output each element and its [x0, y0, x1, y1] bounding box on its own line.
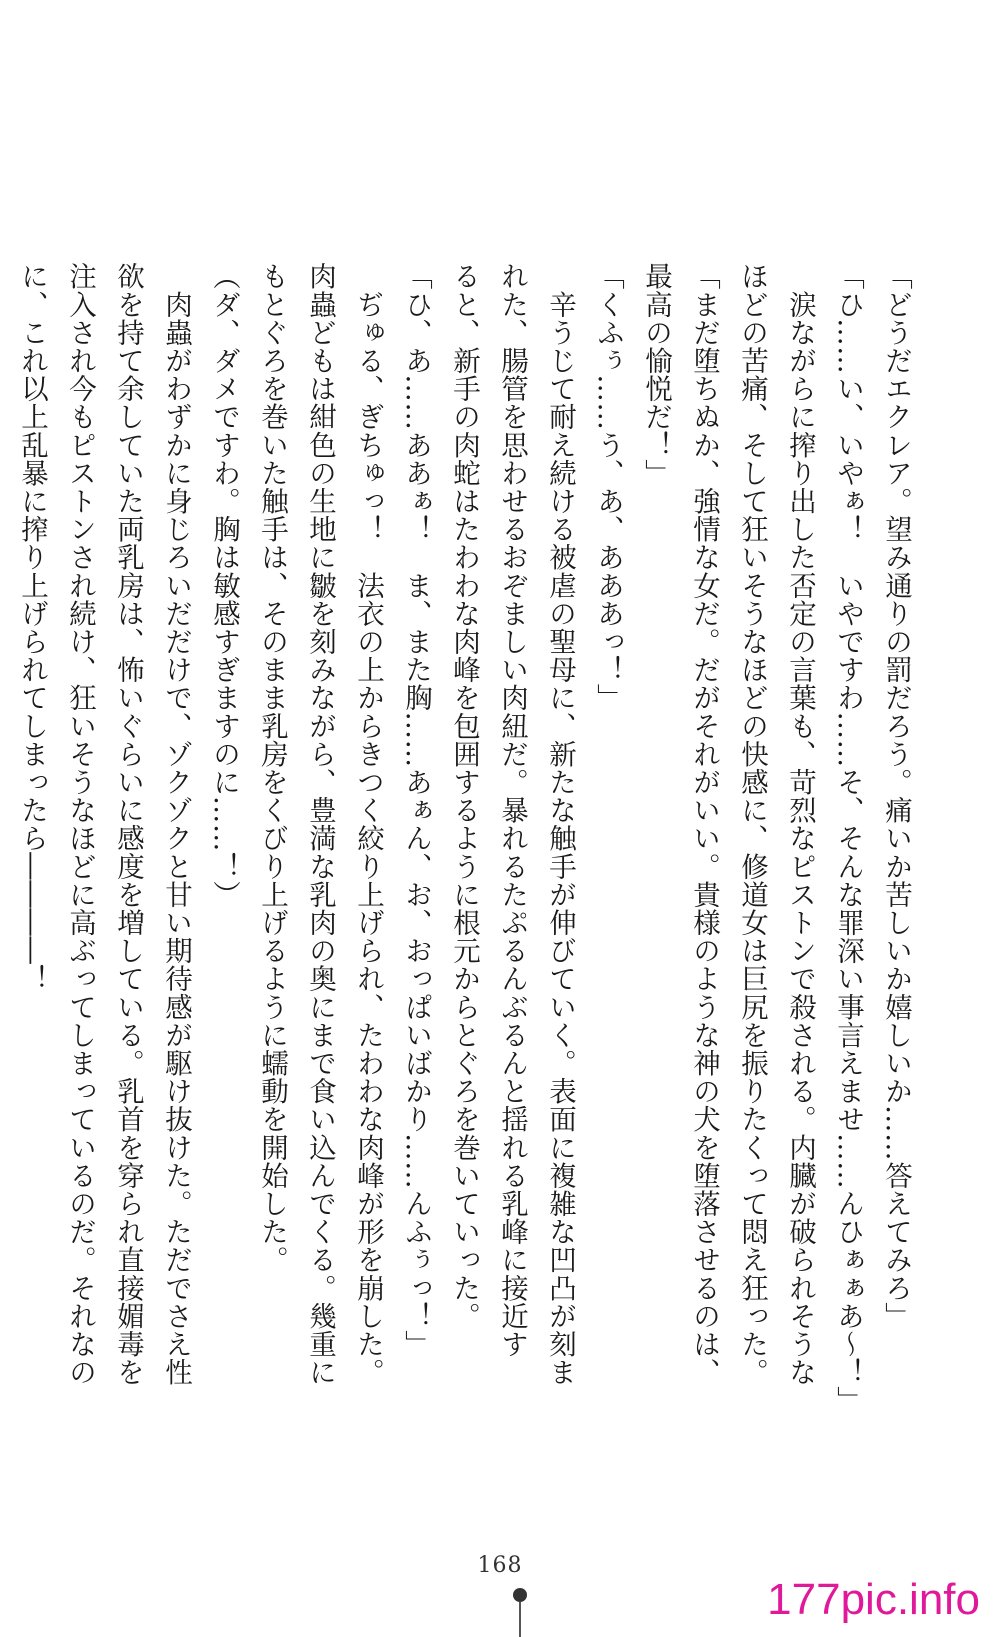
- text-line: 肉蟲どもは紺色の生地に皺を刻みながら、豊満な乳肉の奥にまで食い込んでくる。幾重に: [304, 262, 336, 1386]
- page-marker-dot: [513, 1588, 527, 1602]
- vertical-text-body: [16, 262, 920, 1415]
- text-line: に、これ以上乱暴に搾り上げられてしまったら――――！: [16, 262, 48, 993]
- text-line: 「ひ……い、いやぁ！ いやですわ……そ、そんな罪深い事言えませ……んひぁぁあ～！」: [832, 262, 864, 1415]
- text-line: ほどの苦痛、そして狂いそうなほどの快感に、修道女は巨尻を振りたくって悶え狂った。: [736, 262, 768, 1386]
- text-line: 注入され今もピストンされ続け、狂いそうなほどに高ぶってしまっているのだ。それなの: [64, 262, 96, 1386]
- text-line: 「どうだエクレア。望み通りの罰だろう。痛いか苦しいか嬉しいか……答えてみろ」: [880, 262, 912, 1330]
- text-line: もとぐろを巻いた触手は、そのまま乳房をくびり上げるように蠕動を開始した。: [256, 262, 288, 1274]
- watermark-logo: 177pic.info: [767, 1575, 980, 1624]
- text-line: ると、新手の肉蛇はたわわな肉峰を包囲するように根元からとぐろを巻いていった。: [448, 262, 480, 1330]
- text-line: 「くふぅ……う、あ、あああっ！」: [592, 262, 624, 712]
- text-line: 「まだ堕ちぬか、強情な女だ。だがそれがいい。貴様のような神の犬を堕落させるのは、: [688, 262, 720, 1386]
- text-line: 辛うじて耐え続ける被虐の聖母に、新たな触手が伸びていく。表面に複雑な凹凸が刻ま: [544, 262, 576, 1386]
- text-line: 涙ながらに搾り出した否定の言葉も、苛烈なピストンで殺される。内臓が破られそうな: [784, 262, 816, 1386]
- text-line: ぢゅる、ぎちゅっ！ 法衣の上からきつく絞り上げられ、たわわな肉峰が形を崩した。: [352, 262, 384, 1386]
- text-line: （ダ、ダメですわ。胸は敏感すぎますのに……！）: [208, 262, 240, 909]
- text-line: 欲を持て余していた両乳房は、怖いぐらいに感度を増している。乳首を穿られ直接媚毒を: [112, 262, 144, 1386]
- text-line: 最高の愉悦だ！」: [640, 262, 672, 487]
- page-number: 168: [477, 1553, 523, 1578]
- text-line: れた、腸管を思わせるおぞましい肉紐だ。暴れるたぷるんぶるんと揺れる乳峰に接近す: [496, 262, 528, 1358]
- text-line: 「ひ、あ……ああぁ！ ま、また胸……あぁん、お、おっぱいばかり……んふぅっ！」: [400, 262, 432, 1358]
- page-marker-line: [519, 1602, 521, 1637]
- text-line: 肉蟲がわずかに身じろいだだけで、ゾクゾクと甘い期待感が駆け抜けた。ただでさえ性: [160, 262, 192, 1386]
